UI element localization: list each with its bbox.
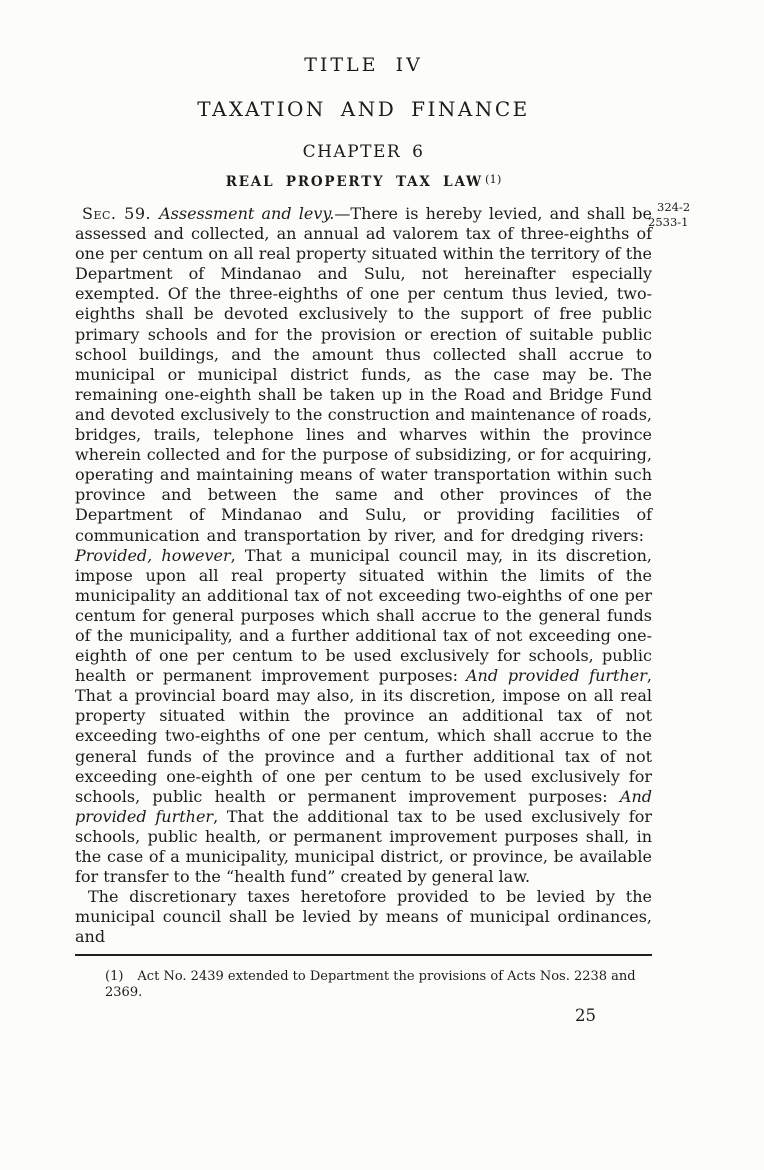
text-run: Provided, however <box>75 545 231 565</box>
text-run: , That a provincial board may also, in its discretion, impose on all real property situated within the province an additional tax of not exceeding two-eighths of one per centum, which shall accrue to the general funds of the province and a further additional tax of not exceeding one-eighth of one per centum to be used exclusively for schools, public health or permanent improvement purposes: <box>75 666 652 806</box>
text-run: And provided further <box>465 666 647 686</box>
text-run: The discretionary taxes heretofore provided to be levied by the municipal council shall be levied by means of municipal ordinances, and <box>75 887 652 947</box>
footnote-marker: (1) <box>105 969 124 985</box>
paragraph <box>75 887 652 947</box>
body-text <box>75 204 652 947</box>
margin-note-line1: 324-2 <box>657 200 691 214</box>
text-column <box>75 0 652 1026</box>
footnote-text: Act No. 2439 extended to Department the provisions of Acts Nos. 2238 and 2369. <box>105 969 636 1001</box>
chapter-subtitle-text: REAL PROPERTY TAX LAW <box>225 174 484 190</box>
footnote <box>75 969 652 1001</box>
text-run: —There is hereby levied, and shall be assessed and collected, an annual ad valorem tax of three-eighths of one per centum on all real property situated within the territory of the Department of Mindanao and Sulu, not hereinafter especially exempted. Of the three-eighths of one per centum thus levied, two-eighths shall be devoted exclusively to the support of free public primary schools and for the provision or erection of suitable public school buildings, and the amount thus collected shall accrue to municipal or municipal district funds, as the case may be. The remaining one-eighth shall be taken up in the Road and Bridge Fund and devoted exclusively to the construction and maintenance of roads, bridges, trails, telephone lines and wharves within the province wherein collected and for the purpose of subsidizing, or for acquiring, operating and maintaining means of water transportation within such province and between the same and other provinces of the Department of Mindanao and Sulu, or providing facilities of communication and transportation by river, and for dredging rivers: <box>75 204 653 545</box>
title-subject: TAXATION AND FINANCE <box>197 97 530 121</box>
paragraph <box>75 204 652 887</box>
chapter-heading: CHAPTER 6 <box>302 142 425 162</box>
text-run <box>151 204 159 223</box>
margin-note-line2: 2533-1 <box>648 215 689 229</box>
text-run: , That a municipal council may, in its discretion, impose upon all real property situated within the limits of the municipality an additional tax of not exceeding two-eighths of one per centum for general purposes which shall accrue to the general funds of the municipality, and a further additional tax of not exceeding one-eighth of one per centum to be used exclusively for schools, public health or permanent improvement purposes: <box>75 545 652 686</box>
chapter-subtitle <box>75 172 652 190</box>
page-title: TITLE IV <box>304 54 423 76</box>
margin-note <box>648 200 718 230</box>
text-run: Assessment and levy. <box>159 204 335 223</box>
text-run: And provided further <box>75 786 652 826</box>
page-number: 25 <box>575 1006 596 1026</box>
footnote-divider <box>75 954 652 956</box>
footnote-reference: (1) <box>485 172 502 186</box>
text-run: Sec. 59. <box>82 204 152 223</box>
text-run: , That the additional tax to be used exclusively for schools, public health, or permanent improvement purposes shall, in the case of a municipality, municipal district, or province, be available for transfer to the “health fund” created by general law. <box>75 806 652 887</box>
